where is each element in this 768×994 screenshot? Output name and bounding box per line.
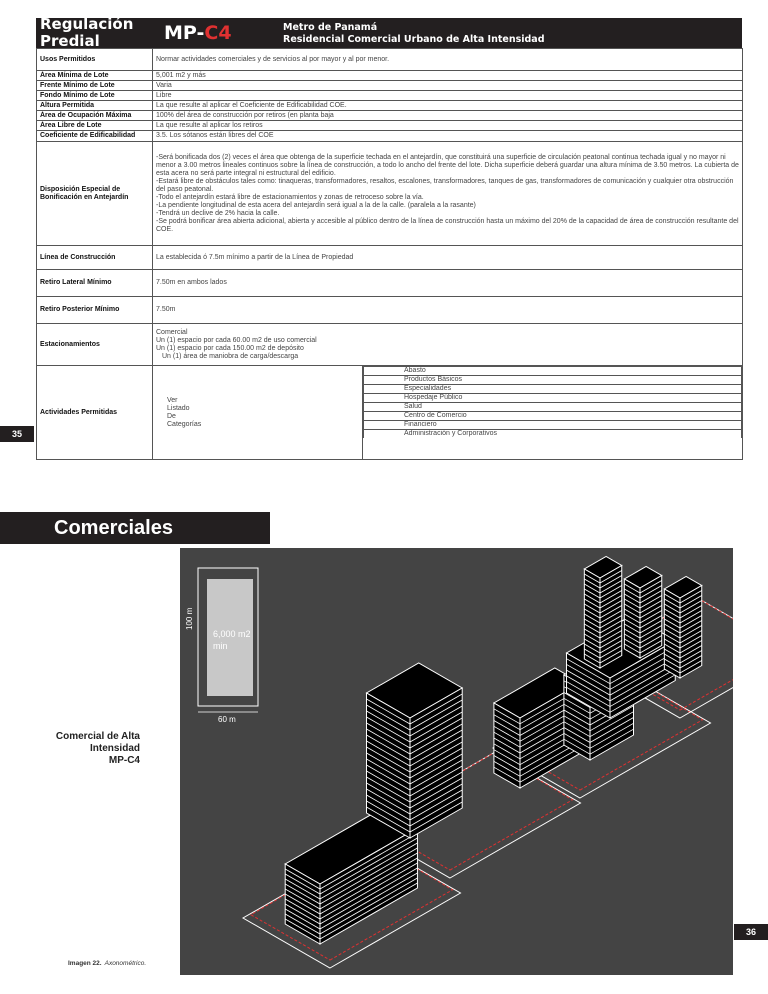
list-item	[364, 430, 742, 439]
activities-list	[363, 366, 742, 438]
list-item	[364, 403, 742, 412]
caption-text: Axonométrico.	[104, 960, 147, 967]
row-label: Disposición Especial de Bonificación en Antejardín	[37, 142, 153, 246]
side-label-line: Intensidad	[89, 743, 140, 754]
row-label: Usos Permitidos	[37, 49, 153, 71]
ref-line: De	[167, 412, 176, 420]
table-row	[37, 297, 743, 324]
row-label: Área Mínima de Lote	[37, 71, 153, 81]
bonus-line: -Se podrá bonificar área abierta adicional, abierta y accesible al público dentro de la línea de construcción hasta un máximo del 20% de la capacidad de área de construcción resultante del COE.	[156, 217, 739, 233]
bonus-line: -Será bonificada dos (2) veces el área que obtenga de la superficie techada en el antejardín, que constituirá una superficie de circulación peatonal continua techada igual y no mayor ni menor a 3.00 metros lineales continuos sobre la línea de construcción, a todo lo ancho del frente del lote. Dicha superficie deberá guardar una altura mínima de 3.50 metros. La cubierta de esta acera no será parte integral ni estructural del edificio.	[156, 153, 739, 177]
row-value: 100% del área de construcción por retiros (en planta baja	[153, 111, 743, 121]
section-banner	[0, 512, 270, 544]
list-item	[364, 385, 742, 394]
bonus-line: -Tendrá un declive de 2% hacia la calle.	[156, 209, 280, 217]
list-item	[364, 421, 742, 430]
activity-item: Hospedaje Público	[364, 394, 742, 403]
table-row	[37, 131, 743, 142]
bonus-line: -Todo el antejardín estará libre de estacionamientos y zonas de retroceso sobre la vía.	[156, 193, 424, 201]
ref-line: Ver	[167, 396, 178, 404]
table-row	[37, 366, 743, 460]
row-label: Área de Ocupación Máxima	[37, 111, 153, 121]
row-label: Actividades Permitidas	[37, 366, 153, 460]
building-masses	[243, 557, 733, 969]
table-row	[37, 81, 743, 91]
zone-side-label	[56, 731, 140, 767]
regulation-table	[36, 48, 743, 460]
header-title-line2: Predial	[40, 32, 100, 50]
row-label: Coeficiente de Edificabilidad	[37, 131, 153, 142]
row-label: Frente Mínimo de Lote	[37, 81, 153, 91]
subtitle-line1: Metro de Panamá	[283, 22, 378, 33]
header-subtitle	[283, 22, 545, 46]
page-number-left: 35	[0, 426, 34, 442]
table-row	[37, 71, 743, 81]
section-title: Comerciales	[54, 517, 173, 539]
row-value: Normar actividades comerciales y de servicios al por mayor y al por menor.	[153, 49, 743, 71]
table-row	[37, 111, 743, 121]
ref-line: Listado	[167, 404, 190, 412]
activity-item: Administración y Corporativos	[364, 430, 742, 439]
lot-area-label: 6,000 m2	[213, 629, 251, 639]
activity-item: Salud	[364, 403, 742, 412]
side-label-line: MP-C4	[108, 755, 140, 766]
row-label: Retiro Lateral Mínimo	[37, 270, 153, 297]
axonometric-drawing	[180, 548, 733, 975]
row-value: 3.5. Los sótanos están libres del COE	[153, 131, 743, 142]
parking-line: Un (1) área de maniobra de carga/descarga	[162, 352, 299, 360]
list-item	[364, 367, 742, 376]
table-row	[37, 142, 743, 246]
activities-list-cell	[363, 366, 743, 460]
row-value: La establecida ó 7.5m mínimo a partir de la Línea de Propiedad	[153, 246, 743, 270]
figure-caption	[68, 960, 146, 967]
parking-line: Un (1) espacio por cada 60.00 m2 de uso comercial	[156, 336, 317, 344]
row-label: Fondo Mínimo de Lote	[37, 91, 153, 101]
bonus-line: -La pendiente longitudinal de esta acera del antejardín será igual a la de la calle. (paralela a la rasante)	[156, 201, 476, 209]
row-label: Línea de Construcción	[37, 246, 153, 270]
row-value: La que resulte al aplicar el Coeficiente de Edificabilidad COE.	[153, 101, 743, 111]
activity-item: Financiero	[364, 421, 742, 430]
bonus-line: -Estará libre de obstáculos tales como: tinaqueras, transformadores, resaltos, escalones, transformadores, tanques de gas, transformadores de comunicación y cualquier otra obstrucción del paso peatonal.	[156, 177, 734, 193]
table-row	[37, 91, 743, 101]
ref-line: Categorías	[167, 420, 202, 428]
row-value: Libre	[153, 91, 743, 101]
activities-ref	[153, 366, 363, 460]
list-item	[364, 412, 742, 421]
parking-text	[153, 324, 743, 366]
activity-item: Abasto	[364, 367, 742, 376]
parking-line: Comercial	[156, 328, 188, 336]
bonus-text	[153, 142, 743, 246]
parking-line: Un (1) espacio por cada 150.00 m2 de depósito	[156, 344, 304, 352]
subtitle-line2: Residencial Comercial Urbano de Alta Intensidad	[283, 34, 545, 45]
row-value: 7.50m en ambos lados	[153, 270, 743, 297]
lot-area-note: min	[213, 641, 228, 651]
page-number-right: 36	[734, 924, 768, 940]
dimension-height: 100 m	[185, 607, 194, 630]
header-title	[40, 16, 133, 50]
activity-item: Especialidades	[364, 385, 742, 394]
row-label: Área Libre de Lote	[37, 121, 153, 131]
row-value: La que resulte al aplicar los retiros	[153, 121, 743, 131]
row-label: Altura Permitida	[37, 101, 153, 111]
header-bar	[36, 15, 742, 50]
header-title-line1: Regulación	[40, 15, 134, 33]
table-row	[37, 49, 743, 71]
row-value: 5,001 m2 y más	[153, 71, 743, 81]
table-row	[37, 121, 743, 131]
zone-code-prefix: MP-	[164, 22, 205, 44]
table-row	[37, 324, 743, 366]
side-label-line: Comercial de Alta	[55, 731, 140, 742]
axonometric-figure	[180, 548, 733, 975]
row-value: 7.50m	[153, 297, 743, 324]
row-label: Retiro Posterior Mínimo	[37, 297, 153, 324]
table-row	[37, 101, 743, 111]
table-row	[37, 270, 743, 297]
zone-code-suffix: C4	[204, 22, 232, 44]
row-value: Varia	[153, 81, 743, 91]
activity-item: Centro de Comercio	[364, 412, 742, 421]
zone-code	[164, 22, 232, 44]
activity-item: Productos Básicos	[364, 376, 742, 385]
list-item	[364, 376, 742, 385]
row-label: Estacionamientos	[37, 324, 153, 366]
list-item	[364, 394, 742, 403]
table-row	[37, 246, 743, 270]
caption-label: Imagen 22.	[68, 960, 102, 967]
dimension-width: 60 m	[218, 715, 236, 724]
